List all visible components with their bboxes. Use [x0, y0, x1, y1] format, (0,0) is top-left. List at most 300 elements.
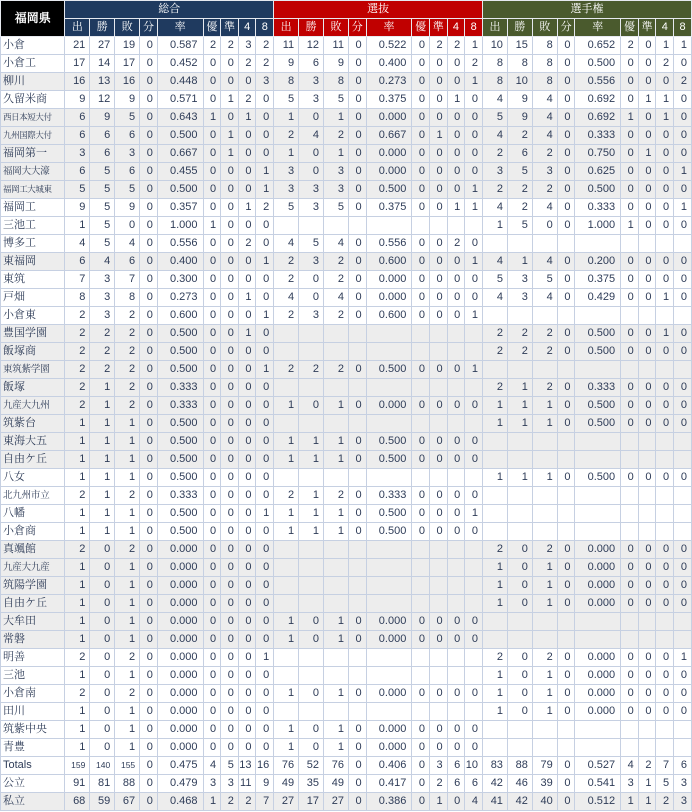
stat-cell: 0 — [429, 253, 447, 271]
stat-cell: 1 — [115, 667, 140, 685]
stat-cell: 155 — [115, 757, 140, 775]
stat-cell: 1 — [115, 595, 140, 613]
stat-cell: 3 — [256, 73, 274, 91]
stat-cell: 1 — [465, 181, 483, 199]
stat-cell: 0 — [621, 253, 639, 271]
stat-cell: 0 — [674, 397, 692, 415]
stat-cell — [483, 721, 508, 739]
stat-cell — [674, 487, 692, 505]
stat-cell: 1 — [674, 649, 692, 667]
stat-cell: 0 — [447, 613, 465, 631]
stat-cell: 2 — [507, 127, 532, 145]
stat-cell: 0 — [656, 127, 674, 145]
stat-cell — [274, 217, 299, 235]
stat-cell: 0 — [238, 721, 256, 739]
stat-cell: 0.556 — [575, 73, 621, 91]
stat-cell — [557, 631, 575, 649]
section-header-senshuken: 選手権 — [483, 1, 692, 19]
stat-cell: 0 — [348, 181, 366, 199]
stat-cell: 5 — [532, 271, 557, 289]
stat-cell — [274, 649, 299, 667]
stat-cell: 0.667 — [157, 145, 203, 163]
table-row — [1, 757, 692, 775]
stat-cell: 0 — [507, 667, 532, 685]
stat-cell: 0.000 — [366, 145, 412, 163]
stat-cell — [638, 523, 656, 541]
stat-cell: 1 — [429, 127, 447, 145]
stat-cell: 0 — [447, 505, 465, 523]
stat-cell: 0 — [656, 181, 674, 199]
stat-cell — [557, 721, 575, 739]
stat-cell: 1 — [299, 487, 324, 505]
stat-cell: 0 — [656, 217, 674, 235]
stat-cell: 4 — [324, 235, 349, 253]
stat-cell — [465, 595, 483, 613]
stat-cell: 1 — [447, 199, 465, 217]
stat-cell — [483, 613, 508, 631]
stat-cell: 2 — [65, 325, 90, 343]
stat-cell: 0 — [638, 667, 656, 685]
stat-cell — [412, 415, 430, 433]
stat-cell: 0 — [447, 127, 465, 145]
stat-cell: 0 — [674, 271, 692, 289]
stat-cell: 2 — [221, 37, 239, 55]
stat-cell — [299, 469, 324, 487]
stat-cell — [412, 343, 430, 361]
stat-cell: 2 — [638, 757, 656, 775]
stat-cell — [638, 307, 656, 325]
stat-cell: 0 — [429, 109, 447, 127]
stat-cell: 1 — [465, 73, 483, 91]
stat-cell: 2 — [483, 541, 508, 559]
stat-cell: 0 — [348, 613, 366, 631]
stat-cell: 0 — [412, 199, 430, 217]
stat-cell: 2 — [274, 307, 299, 325]
stat-cell: 0 — [447, 271, 465, 289]
stat-cell: 0.512 — [575, 793, 621, 811]
stat-cell: 2 — [115, 397, 140, 415]
stat-cell — [483, 487, 508, 505]
stat-cell: 1 — [621, 109, 639, 127]
stat-cell: 79 — [532, 757, 557, 775]
stat-cell: 0 — [348, 307, 366, 325]
stat-cell: 1 — [90, 433, 115, 451]
stat-cell — [532, 361, 557, 379]
stat-cell: 0 — [203, 577, 221, 595]
stat-cell: 0 — [90, 541, 115, 559]
stat-cell — [465, 541, 483, 559]
stat-cell: 88 — [507, 757, 532, 775]
stat-cell — [575, 451, 621, 469]
stat-cell: 0 — [447, 397, 465, 415]
stat-cell — [575, 433, 621, 451]
stat-cell: 4 — [532, 109, 557, 127]
stat-cell: 5 — [274, 199, 299, 217]
stat-cell: 0.406 — [366, 757, 412, 775]
stat-cell: 0 — [447, 721, 465, 739]
stat-cell: 0 — [412, 235, 430, 253]
stat-cell — [348, 343, 366, 361]
stat-cell: 16 — [256, 757, 274, 775]
stat-cell: 0 — [447, 289, 465, 307]
stat-cell — [674, 739, 692, 757]
stat-cell: 0 — [256, 271, 274, 289]
stat-cell — [638, 505, 656, 523]
stat-cell: 0 — [638, 469, 656, 487]
stat-cell: 1 — [115, 631, 140, 649]
stat-cell: 3 — [299, 73, 324, 91]
stat-cell: 2 — [507, 199, 532, 217]
stat-cell: 2 — [447, 37, 465, 55]
stat-cell: 1 — [507, 253, 532, 271]
stat-cell: 39 — [532, 775, 557, 793]
stat-cell: 0 — [412, 433, 430, 451]
stat-cell: 0 — [203, 343, 221, 361]
stat-cell: 0.000 — [575, 667, 621, 685]
stat-column-header: 8 — [674, 19, 692, 37]
stat-cell: 88 — [115, 775, 140, 793]
stat-cell: 0 — [348, 55, 366, 73]
stat-cell: 0.500 — [157, 127, 203, 145]
stat-cell: 0 — [238, 595, 256, 613]
stat-cell — [465, 325, 483, 343]
stat-cell — [621, 631, 639, 649]
stat-cell: 59 — [90, 793, 115, 811]
stat-cell: 0 — [429, 433, 447, 451]
stat-cell: 4 — [90, 253, 115, 271]
stat-cell: 2 — [324, 271, 349, 289]
stat-column-header: 率 — [575, 19, 621, 37]
stat-cell: 0 — [348, 109, 366, 127]
stat-cell: 1 — [324, 505, 349, 523]
stat-cell: 0 — [238, 577, 256, 595]
stat-cell — [324, 469, 349, 487]
stat-cell — [412, 379, 430, 397]
stat-cell: 3 — [507, 271, 532, 289]
stat-cell — [638, 451, 656, 469]
stat-cell — [366, 577, 412, 595]
stat-cell: 0 — [412, 739, 430, 757]
stat-cell: 0 — [465, 163, 483, 181]
stat-cell — [532, 487, 557, 505]
stat-cell: 0 — [447, 73, 465, 91]
stat-cell — [656, 307, 674, 325]
stat-cell — [656, 235, 674, 253]
stat-cell — [621, 487, 639, 505]
stat-cell: 0 — [656, 253, 674, 271]
stat-cell — [324, 415, 349, 433]
stat-cell: 0 — [140, 577, 158, 595]
stat-cell: 1 — [483, 577, 508, 595]
stat-cell: 1 — [638, 91, 656, 109]
stat-cell: 1 — [656, 325, 674, 343]
stat-column-header: 勝 — [299, 19, 324, 37]
stat-cell: 0 — [238, 181, 256, 199]
school-name: 福岡大大濠 — [1, 163, 65, 181]
stat-cell: 67 — [115, 793, 140, 811]
stat-cell: 2 — [65, 487, 90, 505]
stat-cell: 0 — [203, 145, 221, 163]
stat-cell: 0 — [221, 685, 239, 703]
school-name: 小倉工 — [1, 55, 65, 73]
stat-cell: 0.500 — [157, 361, 203, 379]
stat-cell: 0 — [412, 163, 430, 181]
stat-cell: 5 — [507, 217, 532, 235]
stat-cell: 0 — [674, 703, 692, 721]
stat-cell: 0 — [412, 793, 430, 811]
stat-cell: 0 — [140, 127, 158, 145]
stat-cell: 1 — [299, 451, 324, 469]
stat-cell: 0 — [140, 703, 158, 721]
stat-cell: 0 — [256, 379, 274, 397]
stat-cell — [638, 631, 656, 649]
stat-cell — [366, 703, 412, 721]
school-name: 九産大九産 — [1, 559, 65, 577]
stat-cell: 0 — [348, 685, 366, 703]
stat-cell — [324, 379, 349, 397]
stat-cell: 0.000 — [157, 559, 203, 577]
stat-cell: 1 — [483, 595, 508, 613]
stat-cell: 0.000 — [575, 541, 621, 559]
stat-cell: 8 — [274, 73, 299, 91]
stat-cell: 1 — [324, 145, 349, 163]
stat-cell — [324, 541, 349, 559]
stat-cell: 1 — [465, 361, 483, 379]
stat-cell: 9 — [507, 109, 532, 127]
stat-cell: 0.500 — [157, 325, 203, 343]
stat-cell: 2 — [65, 307, 90, 325]
stat-cell: 0 — [638, 55, 656, 73]
stat-cell: 1 — [483, 217, 508, 235]
stat-cell: 0 — [638, 415, 656, 433]
stat-cell: 0 — [348, 739, 366, 757]
stat-cell: 2 — [483, 325, 508, 343]
stat-cell: 0 — [447, 631, 465, 649]
stat-cell — [674, 433, 692, 451]
stat-cell: 0 — [140, 163, 158, 181]
stat-column-header: 分 — [140, 19, 158, 37]
school-name: 三池 — [1, 667, 65, 685]
stat-cell — [429, 703, 447, 721]
stat-cell: 1 — [507, 379, 532, 397]
stat-cell: 0 — [412, 181, 430, 199]
stat-cell: 0 — [299, 145, 324, 163]
stat-cell: 140 — [90, 757, 115, 775]
stat-cell: 0 — [221, 451, 239, 469]
stat-cell: 0.500 — [366, 181, 412, 199]
stat-cell: 0.500 — [575, 415, 621, 433]
stat-cell: 0 — [299, 739, 324, 757]
stat-cell: 0.500 — [366, 433, 412, 451]
stat-cell: 2 — [429, 775, 447, 793]
stat-cell — [447, 595, 465, 613]
school-name: 東福岡 — [1, 253, 65, 271]
stat-cell — [656, 613, 674, 631]
stat-cell: 2 — [299, 361, 324, 379]
stat-cell: 0 — [203, 91, 221, 109]
stat-cell: 0 — [238, 73, 256, 91]
stat-cell: 5 — [483, 271, 508, 289]
stat-cell — [429, 415, 447, 433]
stat-cell — [429, 667, 447, 685]
stat-cell: 0 — [621, 181, 639, 199]
stat-cell: 0.333 — [157, 487, 203, 505]
stat-cell: 0 — [621, 415, 639, 433]
stat-cell: 1 — [483, 685, 508, 703]
stat-cell: 0 — [203, 667, 221, 685]
stat-cell — [465, 343, 483, 361]
stat-cell: 0 — [348, 253, 366, 271]
stat-cell: 8 — [324, 73, 349, 91]
stat-cell: 2 — [115, 325, 140, 343]
stat-cell — [429, 217, 447, 235]
stat-cell: 5 — [274, 91, 299, 109]
stat-cell: 0 — [412, 73, 430, 91]
stat-cell: 4 — [274, 289, 299, 307]
stat-cell: 1 — [221, 127, 239, 145]
stat-cell: 0 — [621, 325, 639, 343]
stat-cell — [557, 613, 575, 631]
stat-column-header: 優 — [412, 19, 430, 37]
stat-cell — [412, 541, 430, 559]
stat-cell: 0 — [557, 91, 575, 109]
stat-cell: 0 — [412, 505, 430, 523]
school-name: 小倉 — [1, 37, 65, 55]
stat-cell: 0 — [203, 235, 221, 253]
stat-cell: 0 — [621, 595, 639, 613]
stat-cell: 1 — [324, 433, 349, 451]
stat-cell: 0 — [465, 721, 483, 739]
table-row — [1, 307, 692, 325]
stat-cell — [674, 451, 692, 469]
table-row — [1, 541, 692, 559]
stat-cell: 2 — [324, 253, 349, 271]
stat-cell: 0 — [203, 379, 221, 397]
stat-cell: 0 — [238, 541, 256, 559]
stat-cell: 8 — [532, 37, 557, 55]
stat-cell: 0 — [238, 667, 256, 685]
stat-cell: 1 — [674, 163, 692, 181]
stat-cell: 0 — [557, 343, 575, 361]
stat-cell — [447, 667, 465, 685]
stat-cell: 0 — [348, 775, 366, 793]
stat-cell: 0.000 — [366, 685, 412, 703]
stat-cell: 0 — [465, 685, 483, 703]
stat-cell: 0 — [412, 127, 430, 145]
stat-column-header: 8 — [465, 19, 483, 37]
stat-cell: 1 — [532, 667, 557, 685]
stat-cell: 2 — [324, 307, 349, 325]
table-row — [1, 685, 692, 703]
stat-cell — [465, 559, 483, 577]
stat-cell — [656, 433, 674, 451]
stat-cell — [656, 739, 674, 757]
stat-cell: 0 — [256, 703, 274, 721]
stat-cell: 0 — [221, 379, 239, 397]
stat-cell — [447, 415, 465, 433]
stat-cell: 5 — [483, 109, 508, 127]
stat-cell: 15 — [507, 37, 532, 55]
stat-cell: 5 — [90, 217, 115, 235]
stat-cell: 1 — [90, 415, 115, 433]
stat-cell: 0 — [203, 397, 221, 415]
stat-cell: 12 — [299, 37, 324, 55]
stat-cell: 76 — [324, 757, 349, 775]
stat-cell: 0 — [203, 649, 221, 667]
stat-cell: 0 — [507, 685, 532, 703]
stat-cell — [348, 469, 366, 487]
stat-column-header: 率 — [366, 19, 412, 37]
stat-cell: 4 — [483, 253, 508, 271]
stat-cell: 0 — [221, 343, 239, 361]
stat-cell: 0 — [638, 343, 656, 361]
stat-cell — [575, 361, 621, 379]
stat-cell: 1 — [299, 523, 324, 541]
stat-cell: 0 — [256, 415, 274, 433]
stat-cell — [465, 577, 483, 595]
stat-cell: 0 — [221, 721, 239, 739]
stat-cell: 0.000 — [575, 577, 621, 595]
stat-cell: 1 — [115, 415, 140, 433]
stat-cell: 9 — [507, 91, 532, 109]
stat-cell: 7 — [65, 271, 90, 289]
stat-cell — [674, 361, 692, 379]
school-name: 八女 — [1, 469, 65, 487]
stat-cell: 0 — [348, 793, 366, 811]
stat-cell — [621, 523, 639, 541]
stat-cell: 0.000 — [366, 289, 412, 307]
school-name: 自由ケ丘 — [1, 451, 65, 469]
stat-cell: 17 — [299, 793, 324, 811]
stat-cell: 1 — [65, 469, 90, 487]
stat-cell: 0.333 — [575, 379, 621, 397]
school-name: 筑紫台 — [1, 415, 65, 433]
stat-cell: 0 — [203, 163, 221, 181]
stat-cell: 8 — [483, 73, 508, 91]
stat-cell: 0 — [140, 433, 158, 451]
stat-cell — [575, 613, 621, 631]
stat-cell: 1 — [324, 523, 349, 541]
stat-cell: 0 — [256, 739, 274, 757]
stat-cell — [299, 415, 324, 433]
stat-cell: 2 — [656, 55, 674, 73]
stat-cell — [447, 217, 465, 235]
stat-cell: 2 — [621, 37, 639, 55]
stat-column-header: 8 — [256, 19, 274, 37]
stat-cell: 0 — [674, 253, 692, 271]
stat-cell: 0.500 — [157, 415, 203, 433]
stat-column-header: 勝 — [90, 19, 115, 37]
school-name: 西日本短大付 — [1, 109, 65, 127]
stat-cell — [447, 577, 465, 595]
stat-cell: 0 — [429, 91, 447, 109]
stat-cell: 0.652 — [575, 37, 621, 55]
stat-cell: 1 — [483, 469, 508, 487]
stat-cell: 0 — [621, 703, 639, 721]
stat-cell: 0 — [348, 397, 366, 415]
table-row — [1, 649, 692, 667]
stat-cell — [483, 739, 508, 757]
table-row — [1, 55, 692, 73]
stat-cell: 2 — [465, 55, 483, 73]
stat-cell: 5 — [115, 109, 140, 127]
stat-cell: 1 — [238, 109, 256, 127]
stat-cell — [656, 487, 674, 505]
stat-cell: 0 — [656, 685, 674, 703]
stat-cell: 11 — [324, 37, 349, 55]
stat-cell: 2 — [115, 379, 140, 397]
stat-cell: 0 — [465, 109, 483, 127]
